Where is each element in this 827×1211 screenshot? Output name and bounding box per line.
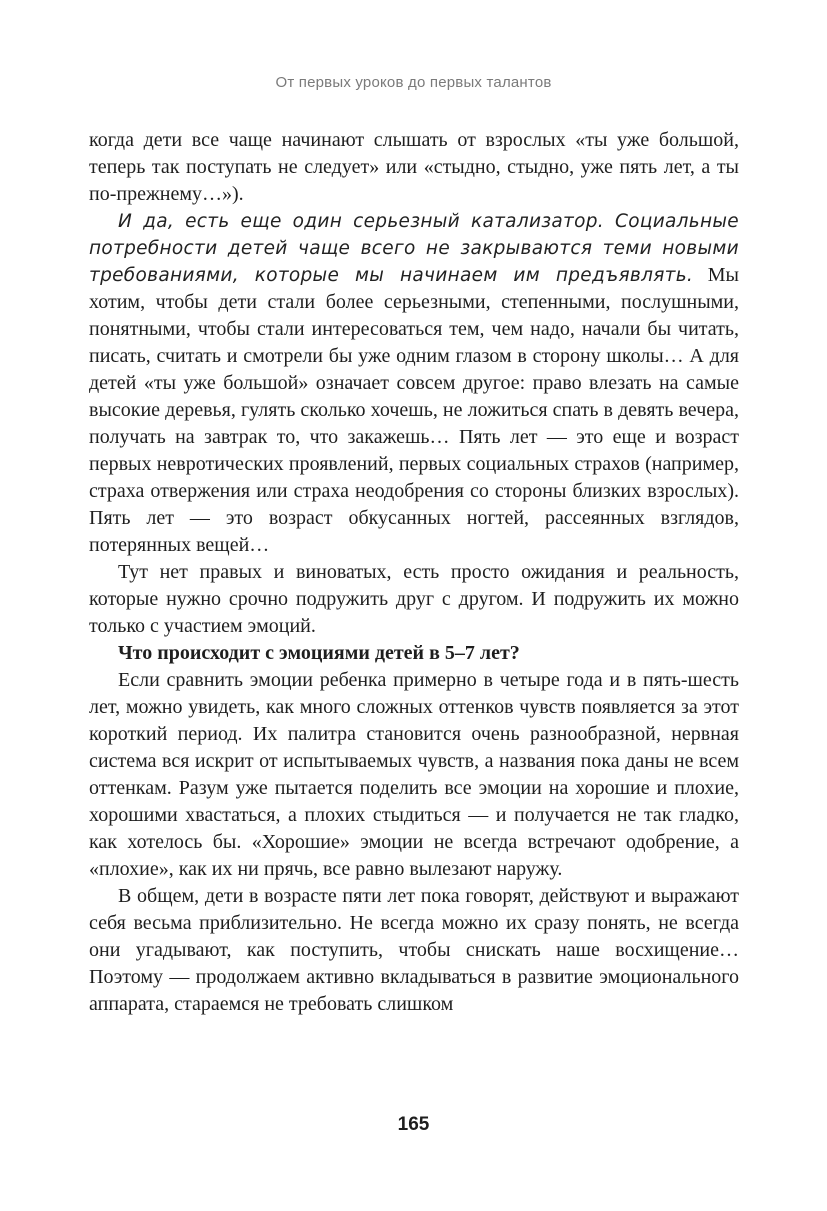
running-header: От первых уроков до первых талантов — [275, 74, 552, 91]
paragraph-catalyst — [89, 208, 739, 559]
paragraph-expectations: Тут нет правых и виноватых, есть просто ожидания и реальность, которые нужно срочно подружить друг с другом. И подружить их можно только с участием эмоций. — [89, 561, 739, 637]
paragraph-continuation: когда дети все чаще начинают слышать от взрослых «ты уже большой, теперь так поступать не следует» или «стыдно, стыдно, уже пять лет, а ты по-прежнему…»). — [89, 129, 739, 205]
paragraph-emotions: Если сравнить эмоции ребенка примерно в четыре года и в пять-шесть лет, можно увидеть, как много сложных оттенков чувств появляется за этот короткий период. Их палитра становится очень разнообразной, нервная система вся искрит от испытываемых чувств, а названия пока даны не всем оттенкам. Разум уже пытается поделить все эмоции на хорошие и плохие, хорошими хвастаться, а плохих стыдиться — и получается не так гладко, как хотелось бы. «Хорошие» эмоции не всегда встречают одобрение, а «плохие», как их ни прячь, все равно вылезают наружу. — [89, 669, 739, 880]
section-subheading: Что происходит с эмоциями детей в 5–7 лет? — [118, 642, 520, 664]
body-text — [89, 127, 739, 1018]
paragraph-catalyst-text: Мы хотим, чтобы дети стали более серьезными, степенными, послушными, понятными, чтобы стали интересоваться тем, чем надо, начали бы читать, писать, считать и смотрели бы уже одним глазом в сторону школы… А для детей «ты уже большой» означает совсем другое: право влезать на самые высокие деревья, гулять сколько хочешь, не ложиться спать в девять вечера, получать на завтрак то, что закажешь… Пять лет — это еще и возраст первых невротических проявлений, первых социальных страхов (например, страха отвержения или страха неодобрения со стороны близких взрослых). Пять лет — это возраст обкусанных ногтей, рассеянных взглядов, потерянных вещей… — [89, 264, 739, 556]
handwritten-emphasis: И да, есть еще один серьезный катализатор. Социальные потребности детей чаще всего не закрываются теми новыми требованиями, которые мы начинаем им предъявлять. — [89, 211, 739, 286]
paragraph-conclusion: В общем, дети в возрасте пяти лет пока говорят, действуют и выражают себя весьма приблизительно. Не всегда можно их сразу понять, не всегда они угадывают, как поступить, чтобы снискать наше восхищение… Поэтому — продолжаем активно вкладываться в развитие эмоционального аппарата, стараемся не требовать слишком — [89, 885, 739, 1015]
page-number: 165 — [397, 1114, 430, 1135]
